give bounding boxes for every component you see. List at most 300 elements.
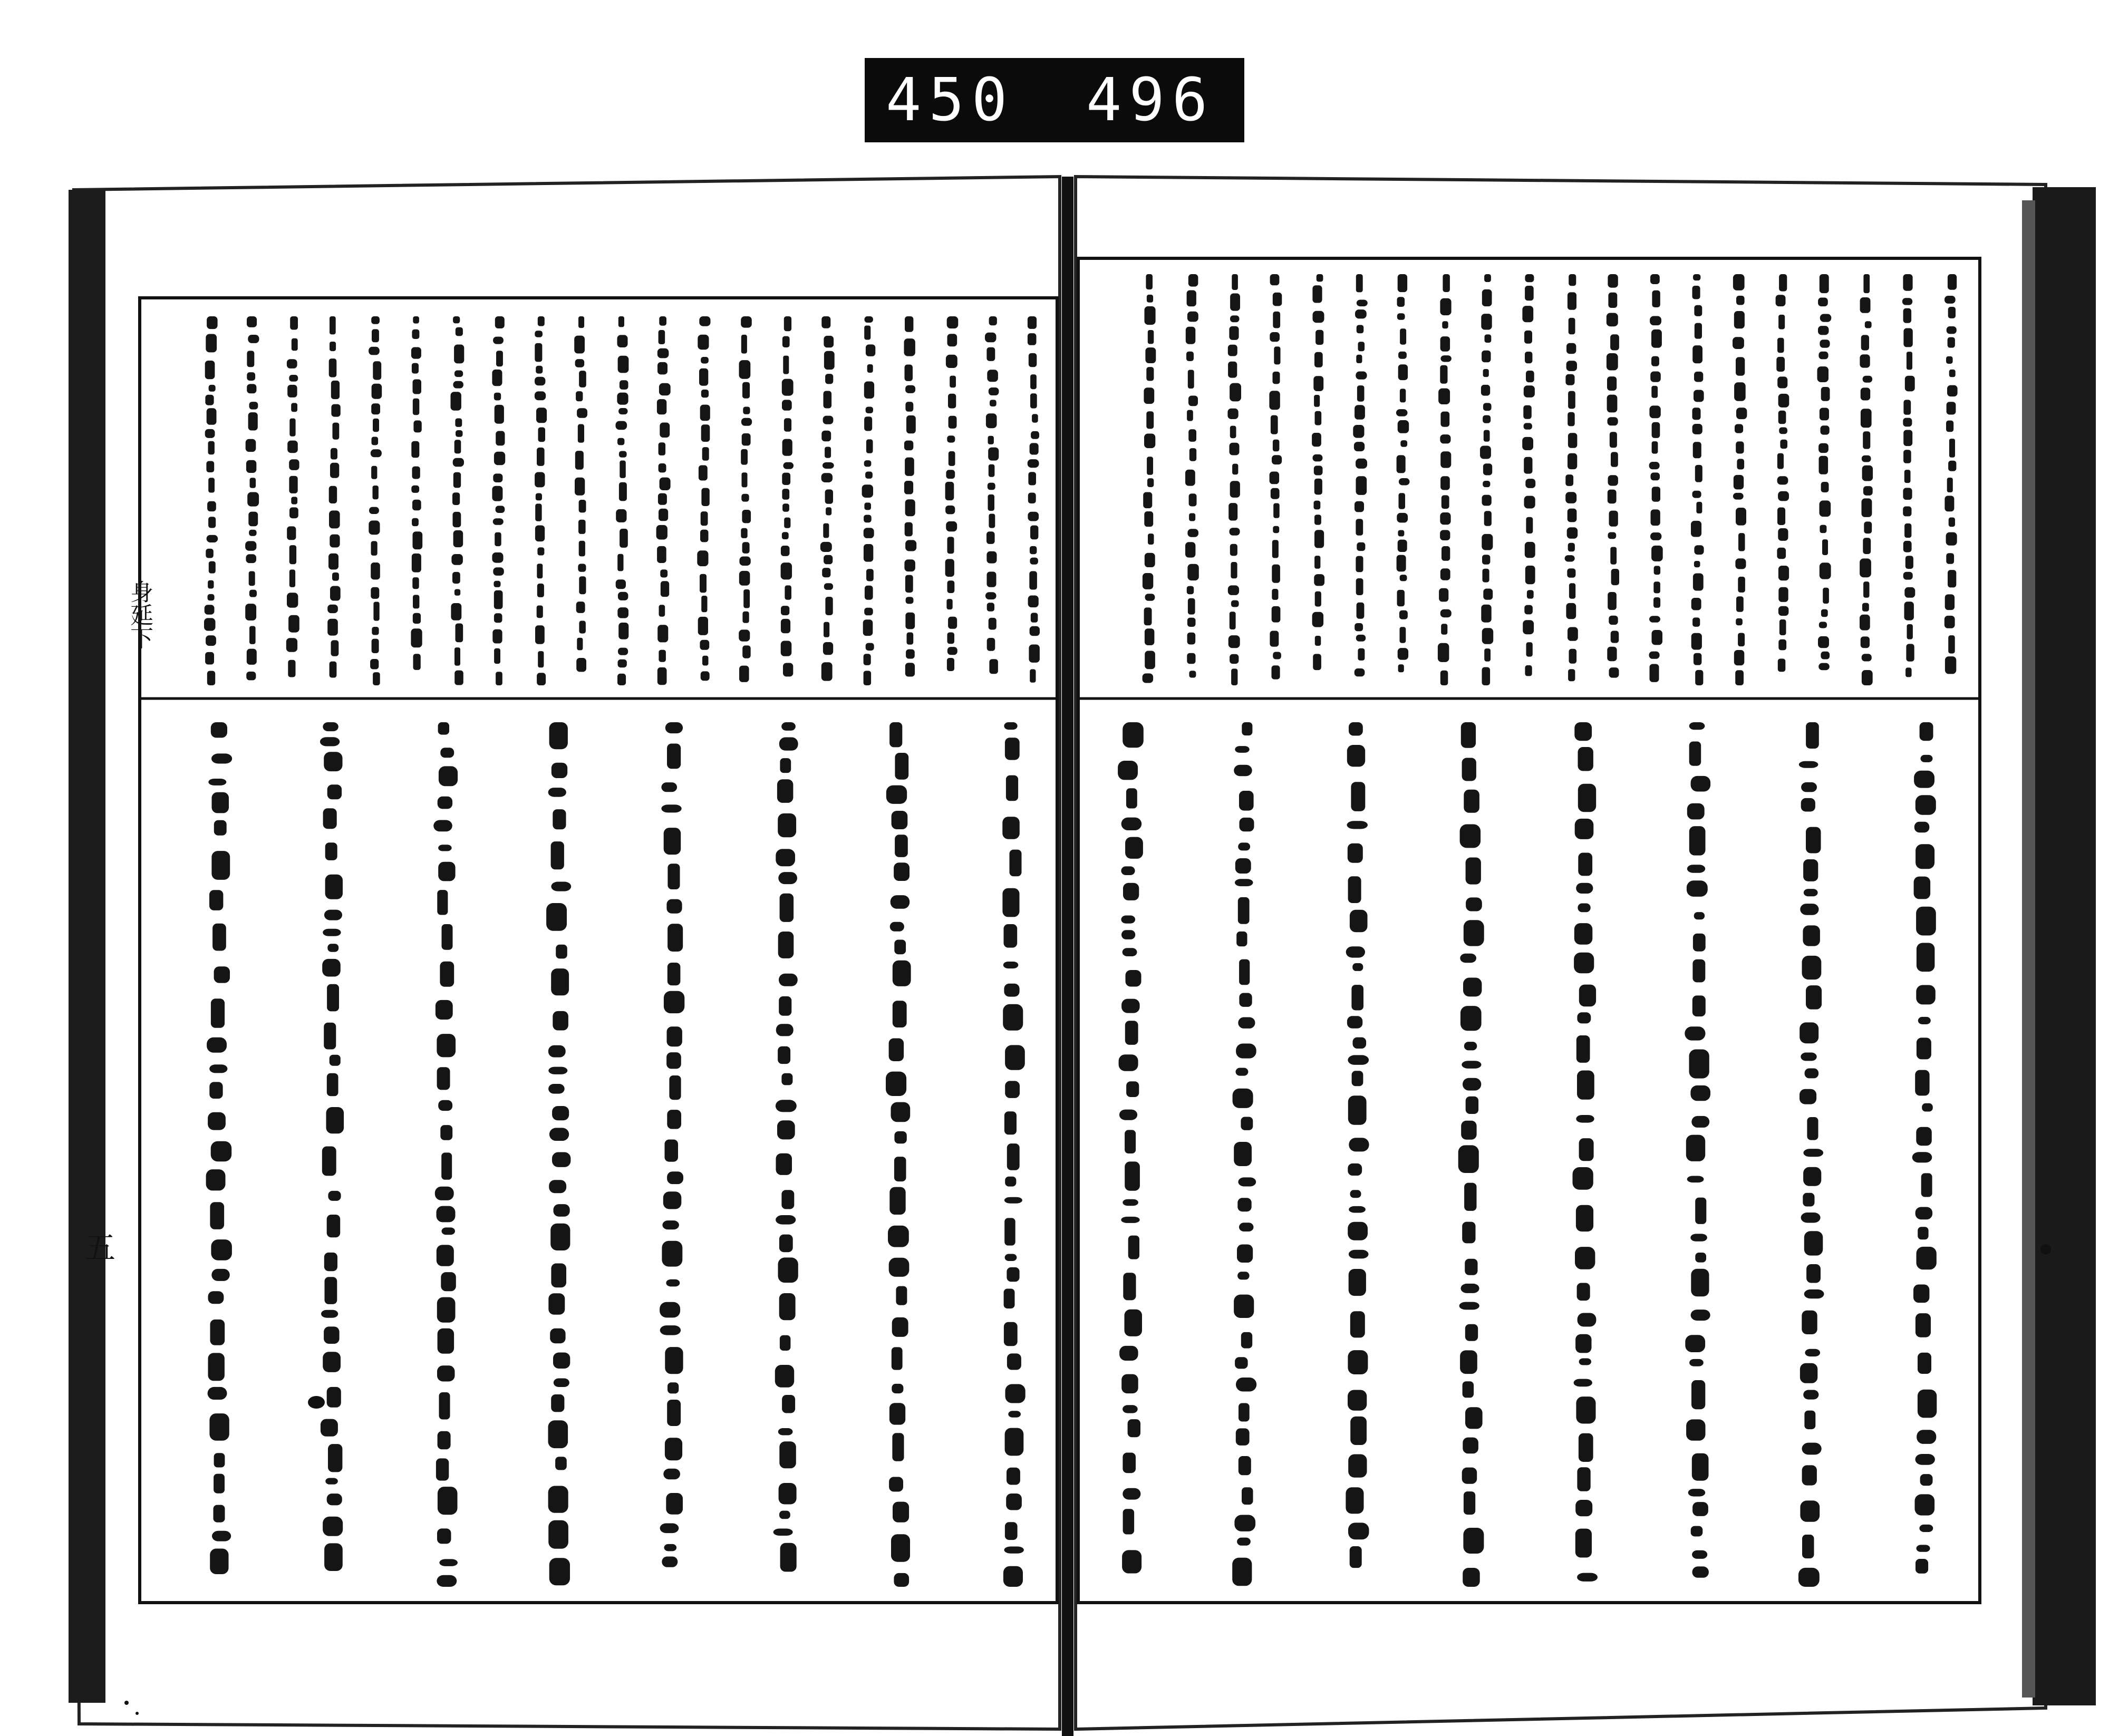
commentary-glyph [454, 440, 461, 453]
main-text-glyph [1800, 1363, 1817, 1383]
commentary-glyph [290, 316, 298, 330]
main-text-glyph [1123, 1509, 1135, 1534]
commentary-glyph [947, 316, 959, 328]
commentary-glyph [1948, 570, 1956, 587]
main-text-glyph [1463, 1528, 1484, 1554]
commentary-glyph [453, 472, 461, 488]
commentary-glyph [986, 551, 997, 564]
commentary-glyph [492, 370, 502, 386]
commentary-glyph [989, 316, 997, 325]
main-text-glyph [1123, 1199, 1138, 1206]
main-text-glyph [1695, 1198, 1706, 1224]
commentary-glyph [1397, 555, 1406, 572]
commentary-glyph [1904, 470, 1911, 483]
commentary-glyph [1650, 372, 1661, 382]
commentary-glyph [907, 633, 914, 645]
commentary-glyph [1860, 558, 1871, 577]
commentary-glyph [1818, 352, 1828, 360]
commentary-glyph [1777, 338, 1784, 353]
main-text-glyph [1237, 1245, 1253, 1263]
commentary-glyph [1356, 459, 1367, 469]
commentary-glyph [864, 416, 872, 431]
commentary-glyph [741, 528, 747, 538]
main-text-glyph [327, 984, 339, 1012]
commentary-glyph [1566, 603, 1576, 619]
commentary-glyph [1860, 615, 1870, 631]
commentary-glyph [451, 603, 461, 620]
commentary-glyph [1482, 667, 1491, 686]
commentary-glyph [701, 511, 708, 526]
main-text-glyph [1348, 1454, 1367, 1478]
main-text-glyph [437, 1297, 456, 1323]
main-text-glyph [1123, 1273, 1136, 1300]
main-text-glyph [1688, 1489, 1706, 1497]
main-text-glyph [1577, 1467, 1590, 1491]
commentary-glyph [1736, 357, 1745, 375]
commentary-glyph [1733, 274, 1745, 290]
commentary-glyph [1314, 352, 1323, 367]
main-text-glyph [549, 1128, 569, 1141]
commentary-glyph [822, 568, 830, 577]
commentary-glyph [1903, 418, 1912, 427]
commentary-glyph [1187, 290, 1196, 307]
commentary-glyph [864, 544, 873, 562]
main-text-glyph [1125, 1310, 1143, 1336]
main-text-glyph [210, 1202, 224, 1229]
main-text-glyph [1125, 1021, 1138, 1045]
commentary-glyph [289, 569, 295, 587]
film-number-left: 450 [886, 66, 1015, 134]
commentary-glyph [1904, 602, 1914, 620]
commentary-glyph [289, 545, 296, 564]
main-text-glyph [1239, 1456, 1251, 1475]
commentary-glyph [576, 602, 585, 613]
commentary-glyph [826, 507, 831, 515]
commentary-glyph [494, 452, 505, 465]
commentary-glyph [1399, 493, 1406, 509]
commentary-glyph [1944, 496, 1954, 511]
main-text-glyph [1123, 1405, 1138, 1413]
commentary-glyph [783, 462, 794, 469]
commentary-glyph [291, 497, 297, 504]
commentary-glyph [1146, 411, 1154, 429]
main-text-glyph [660, 1325, 681, 1335]
main-text-glyph [1806, 1264, 1821, 1283]
commentary-glyph [1312, 612, 1324, 627]
main-text-glyph [1125, 1161, 1140, 1190]
commentary-glyph [1189, 671, 1196, 677]
main-text-glyph [1348, 1055, 1369, 1065]
main-text-glyph [1578, 853, 1592, 876]
commentary-glyph [289, 459, 299, 470]
main-text-glyph [214, 1474, 225, 1493]
commentary-glyph [701, 357, 709, 364]
commentary-glyph [494, 590, 503, 609]
commentary-glyph [699, 465, 708, 481]
commentary-glyph [412, 467, 420, 479]
commentary-glyph [1030, 526, 1038, 540]
commentary-glyph [1607, 376, 1617, 391]
main-text-glyph [209, 1082, 222, 1099]
commentary-glyph [1903, 430, 1912, 447]
commentary-glyph [1649, 462, 1660, 469]
commentary-glyph [1820, 274, 1829, 293]
commentary-glyph [1734, 382, 1746, 401]
main-text-glyph [1691, 1310, 1710, 1321]
main-text-glyph [1801, 1053, 1816, 1061]
main-text-glyph [779, 1293, 796, 1320]
commentary-glyph [616, 421, 627, 430]
commentary-glyph [1230, 612, 1236, 629]
main-text-glyph [325, 1277, 337, 1304]
main-text-glyph [214, 820, 227, 836]
commentary-glyph [699, 368, 708, 386]
main-text-glyph [1575, 819, 1594, 839]
main-text-glyph [1234, 1142, 1252, 1166]
commentary-glyph [659, 330, 665, 344]
main-text-glyph [666, 1493, 683, 1515]
commentary-glyph [948, 617, 957, 629]
commentary-glyph [1230, 443, 1240, 455]
main-text-glyph [892, 811, 908, 829]
main-text-glyph [1121, 916, 1135, 924]
main-text-glyph [894, 1573, 909, 1587]
main-text-glyph [662, 1220, 679, 1229]
commentary-glyph [1860, 297, 1871, 313]
commentary-glyph [1355, 501, 1364, 512]
commentary-glyph [1695, 465, 1702, 482]
commentary-glyph [1778, 639, 1786, 651]
main-text-glyph [1004, 984, 1019, 997]
commentary-glyph [1818, 636, 1829, 648]
commentary-glyph [741, 335, 747, 354]
commentary-glyph [492, 552, 503, 563]
main-text-glyph [435, 1187, 454, 1200]
commentary-glyph [1270, 472, 1280, 484]
commentary-glyph [1736, 296, 1745, 305]
main-text-glyph [1346, 946, 1365, 957]
main-text-glyph [1687, 880, 1708, 897]
commentary-glyph [579, 621, 586, 634]
main-text-glyph [1576, 1035, 1590, 1063]
commentary-glyph [248, 512, 258, 527]
commentary-glyph [1568, 669, 1575, 681]
commentary-glyph [1607, 313, 1618, 327]
main-text-glyph [1239, 791, 1254, 811]
main-text-glyph [1916, 985, 1936, 1005]
binding-right [2033, 187, 2096, 1705]
main-text-glyph [780, 1335, 791, 1351]
main-text-glyph [660, 1524, 679, 1534]
main-text-glyph [779, 1441, 796, 1468]
main-text-glyph [1350, 1546, 1362, 1568]
main-text-glyph [1575, 1500, 1592, 1516]
commentary-glyph [821, 662, 833, 681]
main-text-glyph [1121, 999, 1140, 1013]
main-text-glyph [1691, 1269, 1709, 1297]
commentary-glyph [904, 441, 913, 451]
commentary-glyph [492, 486, 502, 501]
commentary-glyph [659, 650, 666, 662]
main-text-glyph [1917, 1037, 1931, 1059]
commentary-glyph [411, 486, 419, 493]
commentary-glyph [1568, 543, 1575, 552]
commentary-glyph [1397, 455, 1406, 473]
main-text-glyph [1237, 1538, 1251, 1546]
main-text-glyph [1918, 1353, 1931, 1374]
main-text-glyph [1464, 1042, 1477, 1050]
commentary-glyph [1143, 492, 1152, 509]
main-text-glyph [662, 1241, 682, 1267]
commentary-glyph [1863, 581, 1869, 598]
commentary-glyph [1317, 274, 1323, 282]
main-text-glyph [1236, 1068, 1249, 1076]
commentary-glyph [1273, 312, 1280, 328]
main-text-glyph [1921, 755, 1933, 762]
commentary-glyph [1440, 434, 1450, 443]
commentary-glyph [1399, 478, 1410, 486]
commentary-glyph [1651, 329, 1662, 348]
commentary-glyph [739, 629, 750, 641]
commentary-glyph [700, 640, 709, 650]
main-text-glyph [322, 1147, 336, 1176]
commentary-glyph [947, 658, 954, 671]
main-text-glyph [1913, 1285, 1929, 1303]
commentary-glyph [1522, 437, 1533, 450]
commentary-glyph [1694, 390, 1704, 402]
main-text-glyph [323, 722, 338, 731]
commentary-glyph [947, 647, 957, 655]
commentary-glyph [1778, 587, 1788, 602]
commentary-glyph [1861, 335, 1869, 350]
commentary-glyph [207, 316, 218, 329]
main-text-glyph [1806, 827, 1821, 854]
commentary-glyph [537, 448, 545, 466]
commentary-glyph [905, 499, 915, 516]
commentary-glyph [1569, 274, 1576, 286]
main-text-glyph [1348, 1390, 1367, 1411]
main-text-glyph [781, 1073, 792, 1085]
main-text-glyph [1459, 1302, 1479, 1310]
commentary-glyph [1651, 472, 1660, 480]
main-text-glyph [779, 1483, 797, 1505]
main-text-glyph [661, 782, 677, 792]
main-text-glyph [1579, 1359, 1591, 1365]
main-text-glyph [1921, 1173, 1932, 1197]
commentary-glyph [1272, 606, 1281, 623]
main-text-glyph [212, 1531, 231, 1541]
commentary-glyph [1185, 542, 1195, 557]
commentary-glyph [1946, 553, 1954, 564]
commentary-glyph [1484, 511, 1492, 526]
commentary-glyph [950, 376, 956, 388]
main-text-glyph [889, 1477, 903, 1492]
commentary-glyph [1735, 424, 1743, 433]
commentary-glyph [1398, 540, 1407, 552]
commentary-glyph [1736, 618, 1743, 625]
commentary-glyph [369, 347, 380, 355]
commentary-glyph [1356, 635, 1366, 642]
main-text-glyph [1007, 1267, 1019, 1282]
main-text-glyph [667, 864, 680, 889]
commentary-glyph [1733, 493, 1744, 500]
commentary-glyph [1695, 323, 1702, 339]
main-text-glyph [328, 1444, 342, 1472]
commentary-glyph [1778, 411, 1786, 424]
main-text-glyph [212, 924, 226, 951]
main-text-glyph [1803, 1149, 1823, 1157]
commentary-glyph [411, 347, 421, 359]
commentary-glyph [1863, 431, 1870, 449]
commentary-glyph [372, 639, 379, 653]
commentary-glyph [371, 449, 382, 457]
commentary-glyph [1482, 555, 1490, 565]
commentary-glyph [701, 390, 709, 397]
main-text-glyph [1800, 1500, 1820, 1521]
main-text-glyph [779, 1235, 793, 1253]
main-text-glyph [442, 1227, 456, 1235]
commentary-glyph [1315, 636, 1321, 646]
commentary-glyph [1357, 603, 1365, 619]
commentary-glyph [412, 329, 419, 339]
commentary-glyph [1778, 528, 1788, 541]
commentary-glyph [988, 494, 995, 511]
main-text-glyph [1918, 1227, 1928, 1239]
main-text-glyph [667, 744, 681, 769]
commentary-glyph [331, 381, 340, 399]
main-text-glyph [1695, 1253, 1706, 1263]
commentary-glyph [371, 403, 380, 414]
commentary-glyph [1649, 405, 1660, 418]
main-text-glyph [667, 1171, 683, 1184]
commentary-glyph [1029, 571, 1037, 589]
main-text-glyph [1915, 844, 1934, 869]
main-text-glyph [1460, 954, 1476, 963]
commentary-glyph [454, 671, 463, 685]
main-text-glyph [665, 1140, 679, 1162]
main-text-glyph [441, 1272, 456, 1291]
commentary-glyph [1144, 434, 1155, 449]
commentary-glyph [538, 428, 546, 442]
main-text-glyph [892, 1433, 904, 1461]
main-text-glyph [779, 738, 798, 751]
commentary-glyph [536, 408, 547, 423]
commentary-glyph [657, 625, 668, 642]
commentary-glyph [619, 451, 627, 458]
commentary-glyph [578, 520, 586, 534]
commentary-glyph [1187, 410, 1193, 421]
commentary-glyph [825, 447, 831, 458]
main-text-glyph [664, 828, 681, 855]
commentary-glyph [1777, 476, 1788, 484]
commentary-glyph [904, 559, 915, 571]
commentary-glyph [1145, 306, 1156, 325]
main-text-glyph [439, 1392, 450, 1420]
main-text-glyph [1461, 1284, 1479, 1293]
commentary-glyph [205, 605, 215, 614]
main-text-glyph [1239, 959, 1250, 985]
main-text-glyph [778, 1257, 798, 1283]
main-text-glyph [1686, 1135, 1705, 1161]
main-text-glyph [776, 1024, 794, 1036]
commentary-glyph [742, 382, 750, 399]
commentary-glyph [577, 638, 583, 651]
commentary-glyph [782, 473, 790, 485]
main-text-glyph [442, 924, 453, 950]
commentary-glyph [1565, 492, 1576, 503]
commentary-glyph [1030, 546, 1037, 554]
commentary-glyph [1692, 345, 1702, 363]
commentary-glyph [1030, 669, 1036, 682]
commentary-glyph [496, 672, 502, 685]
commentary-glyph [782, 503, 789, 512]
main-text-glyph [1579, 1433, 1593, 1462]
commentary-glyph [1694, 305, 1702, 316]
commentary-glyph [1228, 503, 1237, 520]
main-text-glyph [663, 1469, 680, 1480]
commentary-glyph [371, 541, 378, 556]
commentary-glyph [1568, 412, 1575, 426]
main-text-glyph [208, 1353, 225, 1381]
main-text-glyph [1915, 1559, 1928, 1574]
main-text-glyph [1691, 1526, 1703, 1537]
commentary-glyph [618, 623, 628, 639]
commentary-glyph [579, 500, 586, 512]
commentary-glyph [1522, 306, 1533, 322]
commentary-glyph [865, 472, 873, 479]
commentary-glyph [659, 383, 671, 396]
commentary-glyph [1524, 331, 1532, 344]
commentary-glyph [782, 336, 790, 347]
commentary-glyph [1314, 395, 1320, 407]
commentary-glyph [1481, 605, 1491, 623]
commentary-glyph [1028, 333, 1037, 345]
commentary-glyph [742, 472, 748, 487]
commentary-glyph [1567, 527, 1578, 539]
main-text-glyph [1350, 1190, 1361, 1198]
commentary-glyph [1948, 461, 1956, 471]
commentary-glyph [1312, 433, 1321, 447]
main-text-glyph [1464, 790, 1479, 813]
commentary-glyph [947, 633, 955, 644]
commentary-glyph [1611, 452, 1618, 467]
main-text-glyph [667, 924, 683, 952]
commentary-glyph [496, 351, 503, 366]
main-text-glyph [1577, 1012, 1591, 1023]
main-text-glyph [1461, 722, 1476, 748]
commentary-glyph [862, 484, 873, 498]
commentary-glyph [1028, 459, 1039, 468]
main-text-glyph [1685, 1335, 1705, 1352]
main-text-glyph [1241, 1332, 1252, 1349]
commentary-glyph [287, 593, 298, 607]
commentary-glyph [1694, 653, 1702, 665]
main-text-glyph [894, 940, 906, 955]
main-text-glyph [1576, 1115, 1594, 1123]
commentary-glyph [327, 605, 338, 613]
commentary-glyph [538, 651, 544, 667]
main-text-glyph [890, 922, 904, 932]
main-text-glyph [1234, 1295, 1254, 1318]
commentary-glyph [1357, 300, 1368, 307]
commentary-glyph [207, 535, 218, 542]
commentary-glyph [824, 555, 833, 565]
commentary-glyph [451, 392, 461, 411]
main-text-glyph [1004, 1197, 1022, 1204]
commentary-glyph [204, 618, 216, 631]
commentary-glyph [905, 385, 915, 393]
commentary-glyph [1862, 603, 1869, 612]
